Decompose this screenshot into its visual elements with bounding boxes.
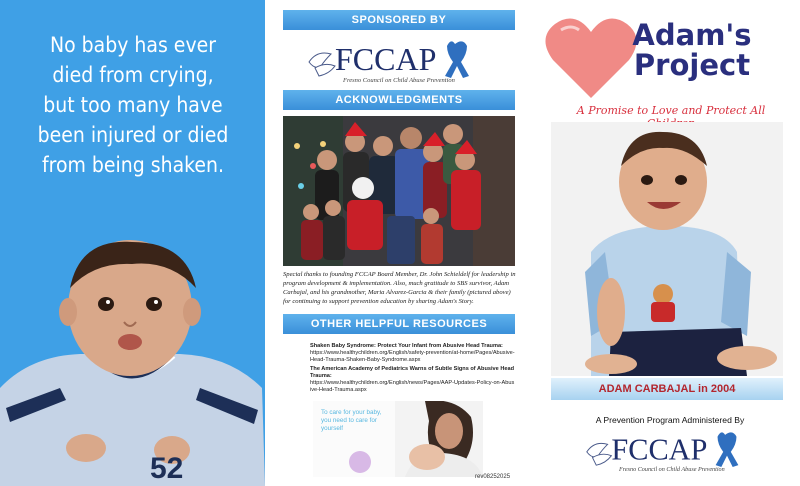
logo-name: FCCAP (611, 432, 708, 467)
baby-photo (0, 238, 265, 486)
headline-line: died from crying, (52, 63, 214, 87)
middle-panel (265, 0, 533, 486)
acknowledgments-heading: ACKNOWLEDGMENTS (283, 90, 515, 110)
photo-caption: ADAM CARBAJAL in 2004 (551, 378, 783, 400)
headline (8, 30, 258, 180)
care-badge (349, 451, 371, 473)
headline-line: but too many have (43, 93, 223, 117)
care-card-text: To care for your baby, you need to care for yourself (321, 409, 382, 432)
sponsored-heading: SPONSORED BY (283, 10, 515, 30)
fccap-logo (583, 426, 763, 474)
logo-name: FCCAP (335, 41, 437, 77)
resource-title: The American Academy of Pediatrics Warns of Subtle Signs of Abusive Head Trauma: (310, 365, 515, 379)
tagline: A Promise to Love and Protect All (576, 104, 766, 117)
ribbon-icon (445, 41, 469, 78)
headline-line: been injured or died (37, 123, 229, 147)
brand-title (597, 20, 787, 80)
resources-list (310, 343, 515, 395)
resource-title: Shaken Baby Syndrome: Protect Your Infant from Abusive Head Trauma: (310, 343, 503, 349)
revision-code: rev08252025 (475, 474, 511, 480)
brand-line: Project (633, 48, 751, 82)
thanks-text: Special thanks to founding FCCAP Board Member, Dr. John Schieldelf for leadership in program development & implementation. Also, much gratitude to SBS survivor, Adam Carbajal, and his grandmother, Maria Alvarez-Garcia & their family (pictured above) for continuing to support prevention education by sharing Adam's Story. (283, 271, 516, 305)
resource-link[interactable]: https://www.healthychildren.org/English/safety-prevention/at-home/Pages/Abusive-Head-Trauma-Shaken-Baby-Syndrome.aspx (310, 350, 515, 364)
administered-by: A Prevention Program Administered By (595, 415, 745, 425)
headline-line: No baby has ever (49, 33, 217, 57)
mother-baby-photo (395, 401, 483, 477)
logo-subtitle: Fresno Council on Child Abuse Prevention (619, 466, 725, 473)
shirt-number: 52 (150, 452, 184, 485)
self-care-card (313, 401, 483, 477)
brand-line: Adam's (632, 18, 752, 52)
headline-line: from being shaken. (42, 153, 224, 177)
right-panel (533, 0, 800, 486)
resources-heading: OTHER HELPFUL RESOURCES (283, 314, 515, 334)
hands-icon (309, 53, 335, 76)
family-photo (283, 116, 515, 266)
adam-photo (551, 122, 783, 376)
fccap-logo (305, 36, 495, 84)
logo-subtitle: Fresno Council on Child Abuse Prevention (343, 77, 455, 84)
left-panel (0, 0, 265, 486)
resource-link[interactable]: https://www.healthychildren.org/English/news/Pages/AAP-Updates-Policy-on-Abusive-Head-Trauma.aspx (310, 380, 515, 394)
ribbon-icon (716, 432, 739, 467)
hands-icon (587, 443, 612, 465)
